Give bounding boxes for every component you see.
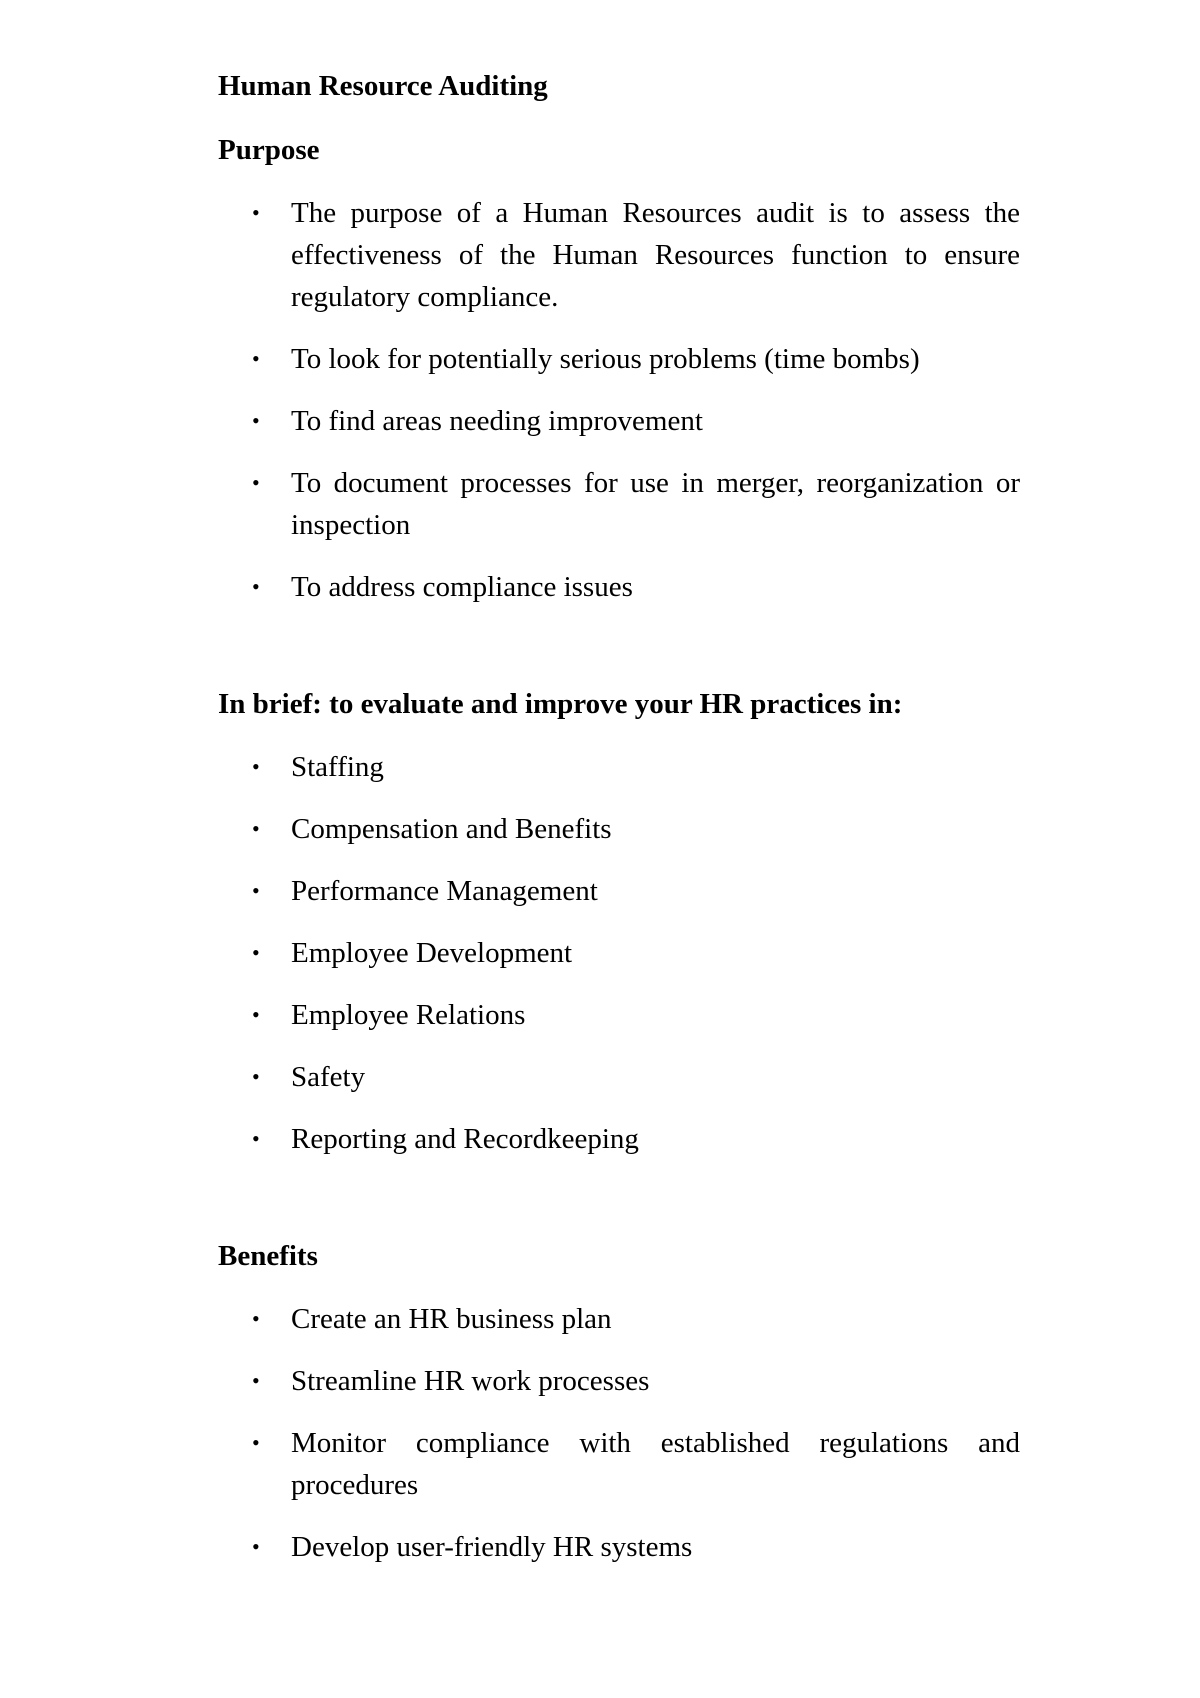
list-item-text: Streamline HR work processes — [291, 1365, 650, 1397]
list-item — [218, 870, 1020, 912]
list-item — [218, 994, 1020, 1036]
list-item — [218, 338, 1020, 380]
list-item-text: Safety — [291, 1061, 366, 1093]
list-item-text: Employee Development — [291, 937, 573, 969]
list-item-text: Reporting and Recordkeeping — [291, 1123, 639, 1155]
list-item — [218, 808, 1020, 850]
bullet-icon: • — [252, 816, 260, 841]
bullet-icon: • — [252, 1306, 260, 1331]
list-item-text: Create an HR business plan — [291, 1303, 612, 1335]
list-item-text: Compensation and Benefits — [291, 813, 612, 845]
bullet-icon: • — [252, 1368, 260, 1393]
list-item-text: Employee Relations — [291, 999, 526, 1031]
bullet-icon: • — [252, 940, 260, 965]
list-item-text: The purpose of a Human Resources audit is to assess the effectiveness of the Human Resources function to ensure regulatory compliance. — [291, 197, 1020, 313]
bullet-icon: • — [252, 470, 260, 495]
section-heading: In brief: to evaluate and improve your HR practices in: — [218, 688, 903, 720]
section-benefits — [218, 1236, 1020, 1568]
list-item — [218, 1056, 1020, 1098]
list-item-text: Develop user-friendly HR systems — [291, 1531, 693, 1563]
list-item — [218, 400, 1020, 442]
bullet-icon: • — [252, 878, 260, 903]
section-heading: Purpose — [218, 134, 320, 166]
list-item-text: Performance Management — [291, 875, 598, 907]
bullet-list — [218, 1298, 1020, 1568]
list-item — [218, 1526, 1020, 1568]
section-heading: Benefits — [218, 1240, 318, 1272]
bullet-icon: • — [252, 408, 260, 433]
list-item-text: To document processes for use in merger, reorganization or inspection — [291, 467, 1020, 541]
bullet-icon: • — [252, 1064, 260, 1089]
list-item — [218, 1298, 1020, 1340]
section-in-brief — [218, 684, 1020, 1160]
list-item-text: To find areas needing improvement — [291, 405, 703, 437]
list-item — [218, 1422, 1020, 1506]
list-item — [218, 1360, 1020, 1402]
list-item — [218, 746, 1020, 788]
list-item — [218, 566, 1020, 608]
bullet-icon: • — [252, 1126, 260, 1151]
list-item — [218, 1118, 1020, 1160]
bullet-icon: • — [252, 754, 260, 779]
list-item-text: To address compliance issues — [291, 571, 633, 603]
bullet-list — [218, 746, 1020, 1160]
bullet-icon: • — [252, 200, 260, 225]
bullet-icon: • — [252, 1002, 260, 1027]
section-purpose — [218, 130, 1020, 608]
list-item — [218, 192, 1020, 318]
bullet-icon: • — [252, 346, 260, 371]
list-item — [218, 462, 1020, 546]
bullet-list — [218, 192, 1020, 608]
list-item — [218, 932, 1020, 974]
list-item-text: To look for potentially serious problems (time bombs) — [291, 343, 920, 375]
bullet-icon: • — [252, 1430, 260, 1455]
list-item-text: Staffing — [291, 751, 384, 783]
list-item-text: Monitor compliance with established regulations and procedures — [291, 1427, 1020, 1501]
document-title: Human Resource Auditing — [218, 70, 548, 102]
bullet-icon: • — [252, 574, 260, 599]
bullet-icon: • — [252, 1534, 260, 1559]
